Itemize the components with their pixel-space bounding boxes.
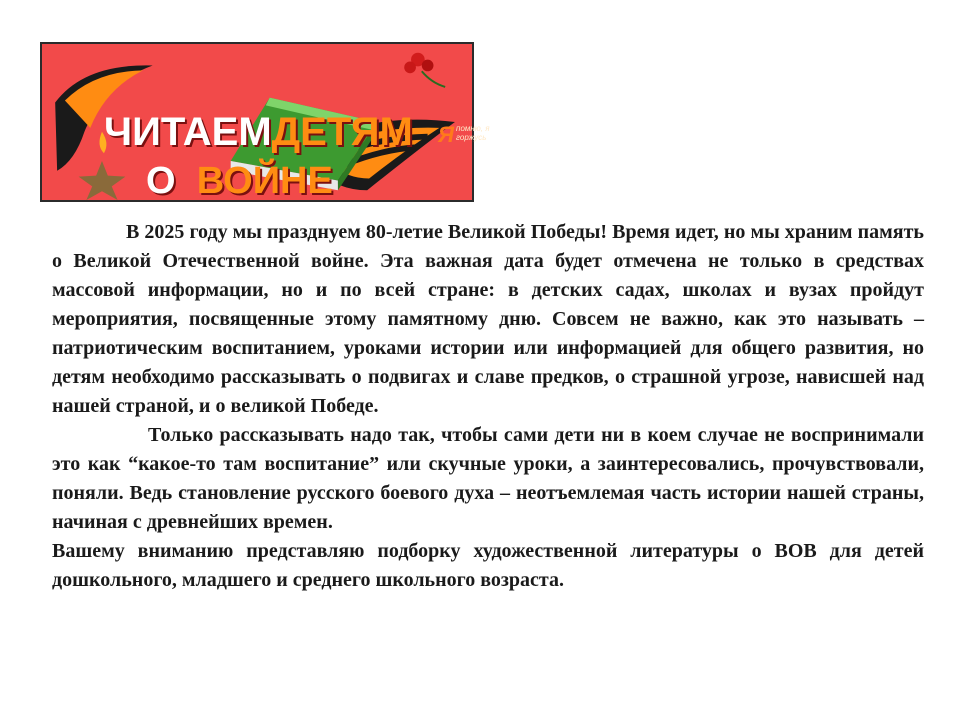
banner-word-war: ВОЙНЕ [196, 160, 333, 202]
badge-letter: Я [438, 122, 455, 147]
banner-image [40, 42, 490, 202]
paragraph-selection: Вашему вниманию представляю подборку художественной литературы о ВОВ для детей дошкольного, младшего и среднего школьного возраста. [52, 540, 924, 591]
banner-title-line2 [146, 160, 333, 203]
banner-word-children: ДЕТЯМ [271, 110, 413, 154]
banner-word-read: ЧИТАЕМ [104, 110, 272, 154]
paragraph-intro: В 2025 году мы празднуем 80-летие Великой Победы! Время идет, но мы храним память о Великой Отечественной войне. Эта важная дата будет отмечена не только в средствах массовой информации, но и по всей стране: в детских садах, школах и вузах пройдут мероприятия, посвященные этому памятному дню. Совсем не важно, как это называть – патриотическим воспитанием, уроками истории или информацией для общего развития, но детям необходимо рассказывать о подвигах и славе предков, о страшной угрозе, нависшей над нашей страной, и о великой Победе. [52, 221, 924, 417]
banner-title-line1 [104, 110, 413, 155]
victory-badge [438, 124, 506, 146]
badge-text: помню, я горжусь [456, 124, 490, 142]
paragraph-approach: Только рассказывать надо так, чтобы сами дети ни в коем случае не воспринимали это как “какое-то там воспитание” или скучные уроки, а заинтересовались, прочувствовали, поняли. Ведь становление русского боевого духа – неотъемлемая часть истории нашей страны, начиная с древнейших времен. [52, 424, 924, 533]
article-body [52, 218, 924, 595]
banner-word-about: О [146, 160, 176, 202]
